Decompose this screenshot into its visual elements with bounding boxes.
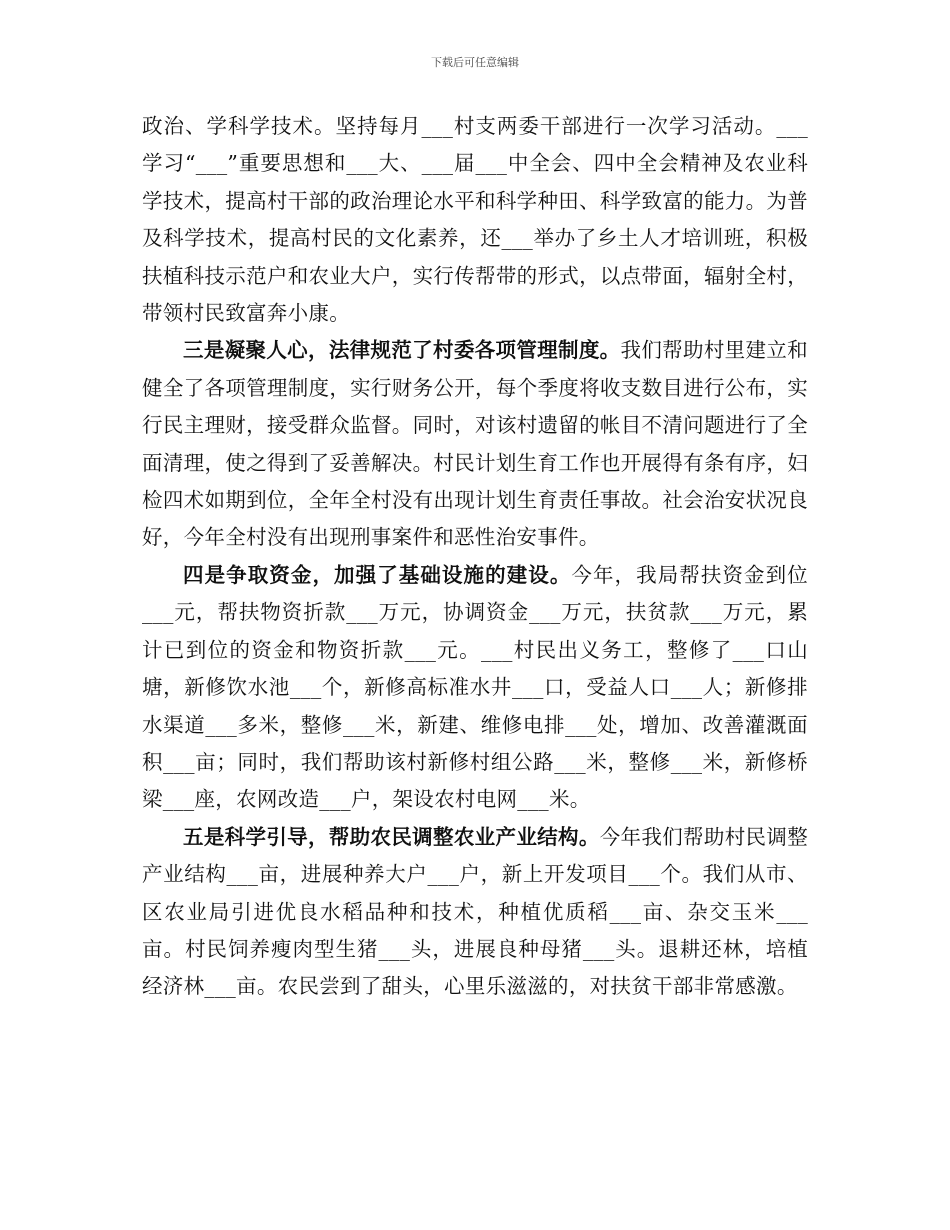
paragraph-heading: 四是争取资金，加强了基础设施的建设。 <box>183 562 572 587</box>
page-header: 下载后可任意编辑 <box>431 56 519 69</box>
paragraph-heading: 三是凝聚人心，法律规范了村委各项管理制度。 <box>183 338 621 363</box>
paragraph-infrastructure <box>142 557 808 819</box>
paragraph-text: 今年我们帮助村民调整产业结构___亩，进展种养大户___户，新上开发项目___个。我们从市、区农业局引进优良水稻品种和技术，种植优质稻___亩、杂交玉米___亩。村民饲养瘦肉型生猪___头，进展良种母猪___头。退耕还林，培植经济林___亩。农民尝到了甜头，心里乐滋滋的，对扶贫干部非常感激。 <box>142 824 809 999</box>
paragraph-continuation <box>142 108 808 332</box>
paragraph-agriculture <box>142 819 808 1006</box>
paragraph-text: 政治、学科学技术。坚持每月___村支两委干部进行一次学习活动。___学习“___”重要思想和___大、___届___中全会、四中全会精神及农业科学技术，提高村干部的政治理论水平和科学种田、科学致富的能力。为普及科学技术，提高村民的文化素养，还___举办了乡土人才培训班，积极扶植科技示范户和农业大户，实行传帮带的形式，以点带面，辐射全村，带领村民致富奔小康。 <box>142 114 808 326</box>
document-body <box>142 108 808 1006</box>
paragraph-text: 我们帮助村里建立和健全了各项管理制度，实行财务公开，每个季度将收支数目进行公布，实行民主理财，接受群众监督。同时，对该村遗留的帐目不清问题进行了全面清理，使之得到了妥善解决。村民计划生育工作也开展得有条有序，妇检四术如期到位，全年全村没有出现计划生育责任事故。社会治安状况良好，今年全村没有出现刑事案件和恶性治安事件。 <box>142 338 808 550</box>
paragraph-management-system <box>142 332 808 556</box>
paragraph-text: 今年，我局帮扶资金到位___元，帮扶物资折款___万元，协调资金___万元，扶贫款___万元，累计已到位的资金和物资折款___元。___村民出义务工，整修了___口山塘，新修饮水池___个，新修高标准水井___口，受益人口___人；新修排水渠道___多米，整修___米，新建、维修电排___处，增加、改善灌溉面积___亩；同时，我们帮助该村新修村组公路___米，整修___米，新修桥梁___座，农网改造___户，架设农村电网___米。 <box>142 562 808 812</box>
paragraph-heading: 五是科学引导，帮助农民调整农业产业结构。 <box>183 824 600 849</box>
